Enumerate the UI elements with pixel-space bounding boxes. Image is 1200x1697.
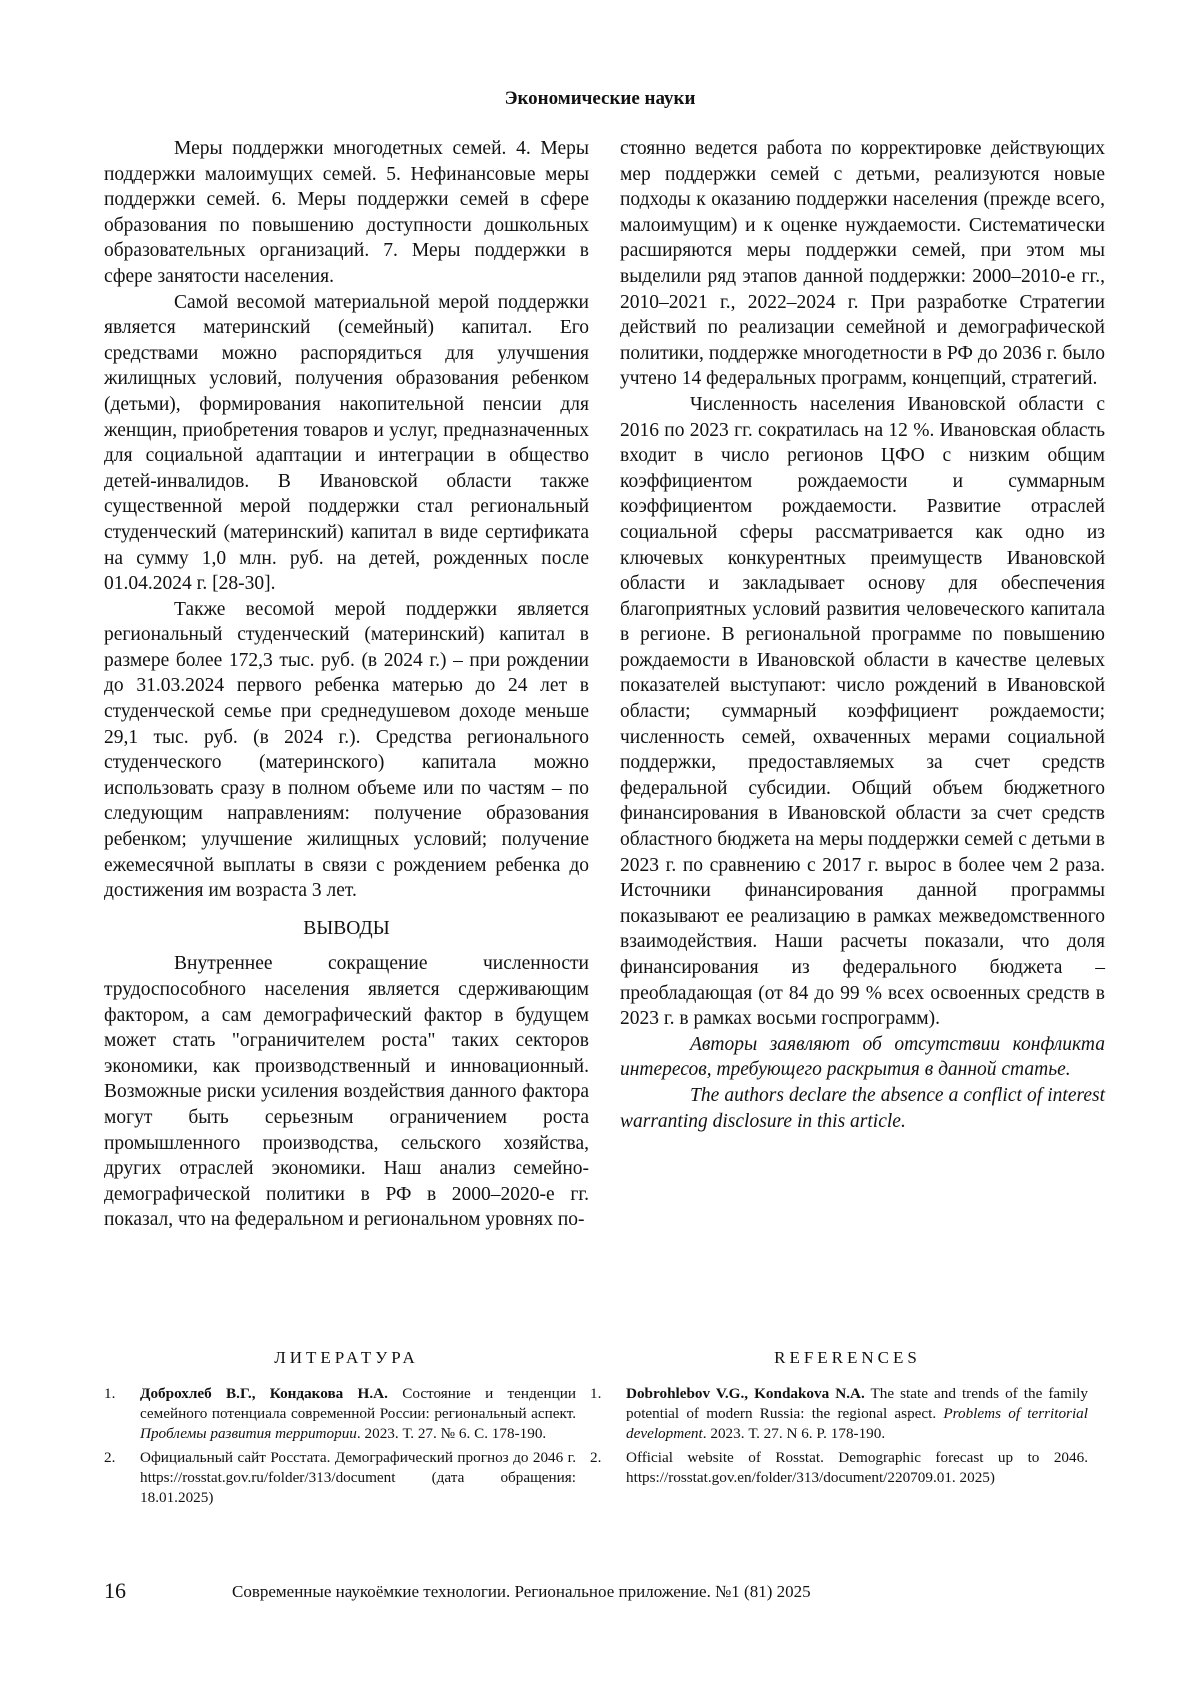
reference-item <box>104 1448 576 1508</box>
reference-journal: Problems of territorial development <box>626 1405 1088 1442</box>
references-ru-list <box>104 1384 576 1512</box>
references-en-heading: REFERENCES <box>774 1348 921 1367</box>
right-column <box>620 136 1105 1134</box>
references-en-list <box>590 1384 1088 1492</box>
reference-text: Состояние и тенденции семейного потенциала современной России: региональный аспект. <box>140 1385 576 1422</box>
body-paragraph: Самой весомой материальной мерой поддержки является материнский (семейный) капитал. Его средствами можно распорядиться для улучшения жилищных условий, получения образования ребенком (детьми), формирования накопительной пенсии для женщин, приобретения товаров и услуг, предназначенных для социальной адаптации и интеграции в общество детей-инвалидов. В Ивановской области также существенной мерой поддержки стал региональный студенческий (материнский) капитал в виде сертификата на сумму 1,0 млн. руб. на детей, рожденных после 01.04.2024 г. [28-30]. <box>104 291 589 595</box>
reference-tail: . 2023. Т. 27. N 6. P. 178-190. <box>702 1425 886 1442</box>
conclusions-paragraph: Внутреннее сокращение численности трудоспособного населения является сдерживающим фактором, а сам демографический фактор в будущем может стать "ограничителем роста" таких секторов экономики, как производственный и инновационный. Возможные риски усиления воздействия данного фактора могут быть серьезным ограничением роста промышленного производства, сельского хозяйства, других отраслей экономики. Наш анализ семейно-демографической политики в РФ в 2000–2020-е гг. показал, что на федеральном и региональном уровнях по- <box>104 953 589 1231</box>
references-ru-heading: ЛИТЕРАТУРА <box>274 1348 419 1367</box>
page-number: 16 <box>104 1578 126 1603</box>
body-paragraph: стоянно ведется работа по корректировке действующих мер поддержки семей с детьми, реализуются новые подходы к оказанию поддержки населения (прежде всего, малоимущим) и к оценке нуждаемости. Систематически расширяются меры поддержки семей, при этом мы выделили ряд этапов данной поддержки: 2000–2010-е гг., 2010–2021 г., 2022–2024 г. При разработке Стратегии действий по реализации семейной и демографической политики, поддержке многодетности в РФ до 2036 г. было учтено 14 федеральных программ, концепций, стратегий. <box>620 138 1105 390</box>
reference-item <box>590 1448 1088 1488</box>
reference-number: 1. <box>590 1385 602 1402</box>
reference-authors: Dobrohlebov V.G., Kondakova N.A. <box>626 1385 865 1402</box>
left-column <box>104 136 589 1233</box>
reference-journal: Проблемы развития территории <box>140 1425 357 1442</box>
reference-number: 2. <box>104 1449 116 1466</box>
body-paragraph: Меры поддержки многодетных семей. 4. Меры поддержки малоимущих семей. 5. Нефинансовые меры поддержки семей. 6. Меры поддержки семей в сфере образования по повышению доступности дошкольных образовательных организаций. 7. Меры поддержки в сфере занятости населения. <box>104 138 589 287</box>
reference-item <box>104 1384 576 1444</box>
journal-footer: Современные наукоёмкие технологии. Региональное приложение. №1 (81) 2025 <box>232 1582 811 1601</box>
reference-number: 1. <box>104 1385 116 1402</box>
conflict-statement-ru: Авторы заявляют об отсутствии конфликта интересов, требующего раскрытия в данной статье. <box>620 1033 1105 1081</box>
body-paragraph: Также весомой мерой поддержки является региональный студенческий (материнский) капитал в размере более 172,3 тыс. руб. (в 2024 г.) – при рождении до 31.03.2024 первого ребенка матерью до 24 лет в студенческой семье при среднедушевом доходе меньше 29,1 тыс. руб. (в 2024 г.). Средства регионального студенческого (материнского) капитала можно использовать сразу в полном объеме или по частям – по следующим направлениям: получение образования ребенком; улучшение жилищных условий; получение ежемесячной выплаты в связи с рождением ребенка до достижения им возраста 3 лет. <box>104 598 589 902</box>
reference-text: Официальный сайт Росстата. Демографический прогноз до 2046 г. https://rosstat.gov.ru/folder/313/document (дата обращения: 18.01.2025) <box>140 1449 576 1506</box>
reference-number: 2. <box>590 1449 602 1466</box>
body-paragraph: Численность населения Ивановской области с 2016 по 2023 гг. сократилась на 12 %. Ивановская область входит в число регионов ЦФО с низким общим коэффициентом рождаемости и суммарным коэффициентом рождаемости. Развитие отраслей социальной сферы рассматривается как одно из ключевых конкурентных преимуществ Ивановской области и закладывает основу для обеспечения благоприятных условий развития человеческого капитала в регионе. В региональной программе по повышению рождаемости в Ивановской области в качестве целевых показателей выступают: число рождений в Ивановской области; суммарный коэффициент рождаемости; численность семей, охваченных мерами социальной поддержки, предоставляемых за счет средств федеральной субсидии. Общий объем бюджетного финансирования в Ивановской области за счет средств областного бюджета на меры поддержки семей с детьми в 2023 г. по сравнению с 2017 г. вырос в более чем 2 раза. Источники финансирования данной программы показывают ее реализацию в рамках межведомственного взаимодействия. Наши расчеты показали, что доля финансирования из федерального бюджета – преобладающая (от 84 до 99 % всех освоенных средств в 2023 г. в рамках восьми госпрограмм). <box>620 393 1105 1030</box>
reference-tail: . 2023. Т. 27. № 6. С. 178-190. <box>356 1425 547 1442</box>
reference-text: The state and trends of the family potential of modern Russia: the regional aspect. <box>626 1385 1088 1422</box>
conclusions-heading: ВЫВОДЫ <box>303 917 390 939</box>
reference-text: Official website of Rosstat. Demographic forecast up to 2046. https://rosstat.gov.en/folder/313/document/220709.01. 2025) <box>626 1449 1088 1486</box>
section-title: Экономические науки <box>504 88 696 109</box>
reference-item <box>590 1384 1088 1444</box>
reference-authors: Доброхлеб В.Г., Кондакова Н.А. <box>140 1385 388 1402</box>
conflict-statement-en: The authors declare the absence a conflict of interest warranting disclosure in this article. <box>620 1084 1105 1132</box>
